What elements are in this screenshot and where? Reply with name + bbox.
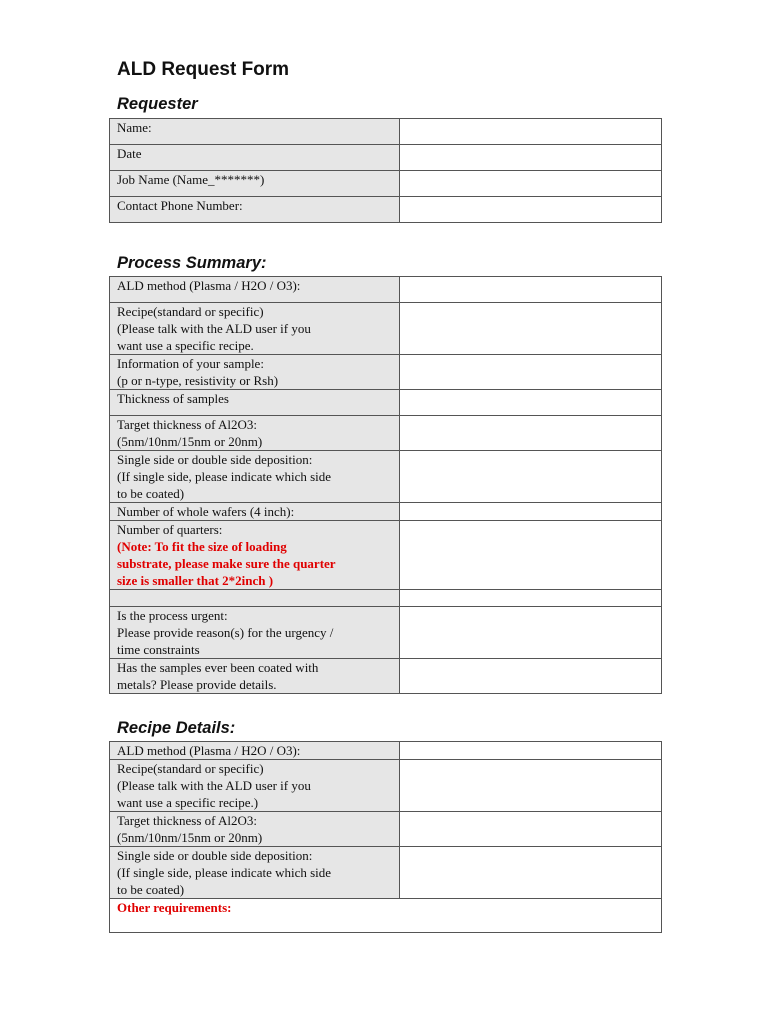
target-thickness-field[interactable] [400,416,662,451]
blank-field[interactable] [400,590,662,607]
table-row [110,607,662,659]
urgency-field[interactable] [400,607,662,659]
field-label: Single side or double side deposition: (If single side, please indicate which side to be coated) [110,451,400,503]
note-text: (Note: To fit the size of loading [117,539,287,554]
other-requirements-field[interactable] [110,899,662,933]
quarters-field[interactable] [400,521,662,590]
field-label: Job Name (Name_*******) [110,171,400,197]
job-name-field[interactable] [400,171,662,197]
table-row [110,390,662,416]
form-title: ALD Request Form [117,59,290,80]
recipe-details-heading: Recipe Details: [117,719,236,737]
process-summary-table [109,276,662,694]
note-text: substrate, please make sure the quarter [117,556,336,571]
field-label: Single side or double side deposition: (If single side, please indicate which side to be coated) [110,847,400,899]
recipe-deposition-side-field[interactable] [400,847,662,899]
field-label: ALD method (Plasma / H2O / O3): [110,742,400,760]
table-row [110,119,662,145]
name-field[interactable] [400,119,662,145]
recipe-field[interactable] [400,303,662,355]
deposition-side-field[interactable] [400,451,662,503]
table-row [110,760,662,812]
table-row [110,847,662,899]
table-row [110,197,662,223]
field-label: Is the process urgent: Please provide reason(s) for the urgency / time constraints [110,607,400,659]
field-label: Name: [110,119,400,145]
table-row [110,590,662,607]
requester-table [109,118,662,223]
process-summary-heading: Process Summary: [117,254,267,272]
field-label: Target thickness of Al2O3: (5nm/10nm/15nm or 20nm) [110,416,400,451]
field-label: Number of whole wafers (4 inch): [110,503,400,521]
table-row [110,416,662,451]
note-text: size is smaller that 2*2inch ) [117,573,274,588]
field-label: Recipe(standard or specific) (Please talk with the ALD user if you want use a specific recipe.) [110,760,400,812]
field-label: Thickness of samples [110,390,400,416]
field-label: Information of your sample: (p or n-type, resistivity or Rsh) [110,355,400,390]
table-row [110,812,662,847]
field-label: Recipe(standard or specific) (Please talk with the ALD user if you want use a specific recipe. [110,303,400,355]
table-row [110,171,662,197]
table-row [110,355,662,390]
table-row [110,521,662,590]
contact-phone-field[interactable] [400,197,662,223]
recipe-target-thickness-field[interactable] [400,812,662,847]
whole-wafers-field[interactable] [400,503,662,521]
table-row [110,451,662,503]
ald-method-field[interactable] [400,277,662,303]
sample-thickness-field[interactable] [400,390,662,416]
table-row [110,742,662,760]
field-label: ALD method (Plasma / H2O / O3): [110,277,400,303]
sample-info-field[interactable] [400,355,662,390]
table-row [110,277,662,303]
field-label: Target thickness of Al2O3: (5nm/10nm/15nm or 20nm) [110,812,400,847]
field-label: Contact Phone Number: [110,197,400,223]
table-row [110,503,662,521]
other-requirements-label: Other requirements: [117,900,232,915]
table-row [110,659,662,694]
table-row [110,145,662,171]
field-label: Date [110,145,400,171]
field-label [110,590,400,607]
field-label: Has the samples ever been coated with metals? Please provide details. [110,659,400,694]
table-row [110,303,662,355]
recipe-details-table [109,741,662,933]
requester-heading: Requester [117,95,198,113]
field-label: Number of quarters: (Note: To fit the size of loading substrate, please make sure the quarter size is smaller that 2*2inch ) [110,521,400,590]
recipe-ald-method-field[interactable] [400,742,662,760]
metal-coating-field[interactable] [400,659,662,694]
recipe-detail-field[interactable] [400,760,662,812]
date-field[interactable] [400,145,662,171]
table-row [110,899,662,933]
